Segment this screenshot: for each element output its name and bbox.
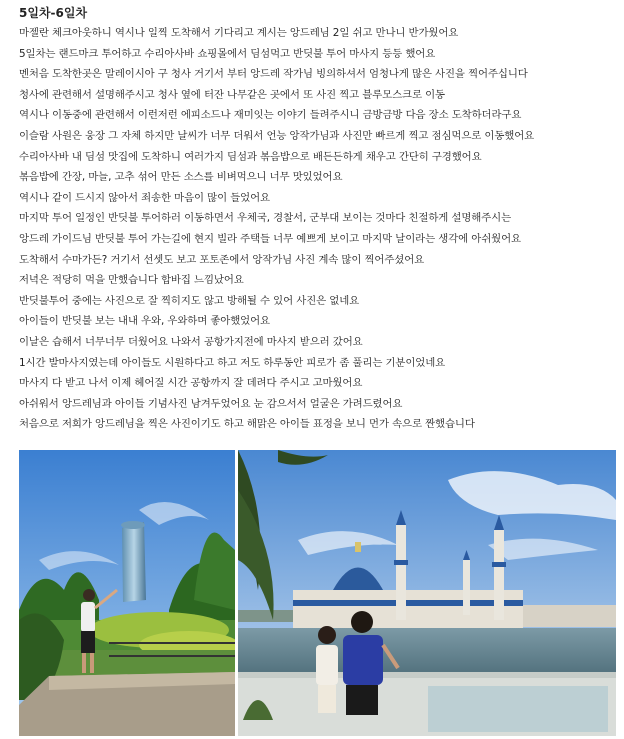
- paragraph: 멘처음 도착한곳은 말레이시아 구 청사 거기서 부터 앙드레 작가님 빙의하셔서 엄청나게 많은 사진을 찍어주십니다: [19, 68, 528, 81]
- mosque-photo-image: [238, 450, 616, 736]
- paragraph: 저녁은 적당히 먹을 만했습니다 합바집 느낌났어요: [19, 274, 244, 287]
- paragraph: 처음으로 저희가 앙드레님을 찍은 사진이기도 하고 해맑은 아이들 표정을 보니 먼가 속으로 짠했습니다: [19, 418, 475, 431]
- paragraph: 이날은 습해서 너무너무 더웠어요 나와서 공항가지전에 마사지 받으러 갔어요: [19, 335, 363, 348]
- paragraph: 볶음밥에 간장, 마늘, 고추 섞어 만든 소스를 비벼먹으니 너무 맛있었어요: [19, 171, 343, 184]
- paragraph: 수리아사바 내 딤섬 맛집에 도착하니 여러가지 딤섬과 볶음밥으로 배든든하게 채우고 간단히 구경했어요: [19, 150, 482, 163]
- tower-photo-image: [19, 450, 235, 736]
- paragraph: 청사에 관련해서 설명해주시고 청사 옆에 터잔 나무같은 곳에서 또 사진 찍고 블루모스크로 이동: [19, 88, 445, 101]
- paragraph: 마지막 투어 일정인 반딧불 투어하러 이동하면서 우체국, 경찰서, 군부대 보이는 것마다 친절하게 설명해주시는: [19, 212, 512, 225]
- tower-photo[interactable]: [19, 450, 235, 736]
- paragraph: 이슬람 사원은 웅장 그 자체 하지만 날씨가 너무 더워서 언능 앙작가님과 사진만 빠르게 찍고 점심먹으로 이동했어요: [19, 129, 535, 142]
- mosque-photo[interactable]: [238, 450, 616, 736]
- paragraph: 1시간 발마사지였는데 아이들도 시원하다고 하고 저도 하루동안 피로가 좀 풀리는 기분이었네요: [19, 356, 446, 369]
- paragraph: 마젤란 체크아웃하니 역시나 일찍 도착해서 기다리고 계시는 앙드레님 2일 쉬고 만나니 반가웠어요: [19, 27, 459, 39]
- post-body: [19, 23, 619, 435]
- paragraph: 역시나 이동중에 관련해서 이런저런 에피소드나 재미잇는 이야기 들려주시니 금방금방 다음 장소 도착하더라구요: [19, 109, 522, 122]
- paragraph: 앙드레 가이드님 반딧불 투어 가는길에 현지 빌라 주택들 너무 예쁘게 보이고 마지막 날이라는 생각에 아쉬웠어요: [19, 232, 521, 245]
- paragraph: 반딧불투어 중에는 사진으로 잘 찍히지도 않고 방해될 수 있어 사진은 없네요: [19, 294, 360, 307]
- paragraph: 마사지 다 받고 나서 이제 헤어질 시간 공항까지 잘 데려다 주시고 고마웠어요: [19, 377, 363, 390]
- paragraph: 아쉬워서 앙드레님과 아이들 기념사진 남겨두었어요 눈 감으서서 얼굴은 가려드렸어요: [19, 397, 403, 410]
- paragraph: 5일차는 랜드마크 투어하고 수리아사바 쇼핑몰에서 딤섬먹고 반딧불 투어 마사지 등등 했어요: [19, 47, 436, 60]
- post-heading: 5일차-6일차: [19, 6, 88, 20]
- paragraph: 역시나 같이 드시지 않아서 죄송한 마음이 많이 들었어요: [19, 191, 270, 204]
- paragraph: 아이들이 반딧불 보는 내내 우와, 우와하며 좋아했었어요: [19, 315, 270, 328]
- paragraph: 도착해서 수마가든? 거기서 선셋도 보고 포토존에서 앙작가님 사진 계속 많이 찍어주셨어요: [19, 253, 425, 266]
